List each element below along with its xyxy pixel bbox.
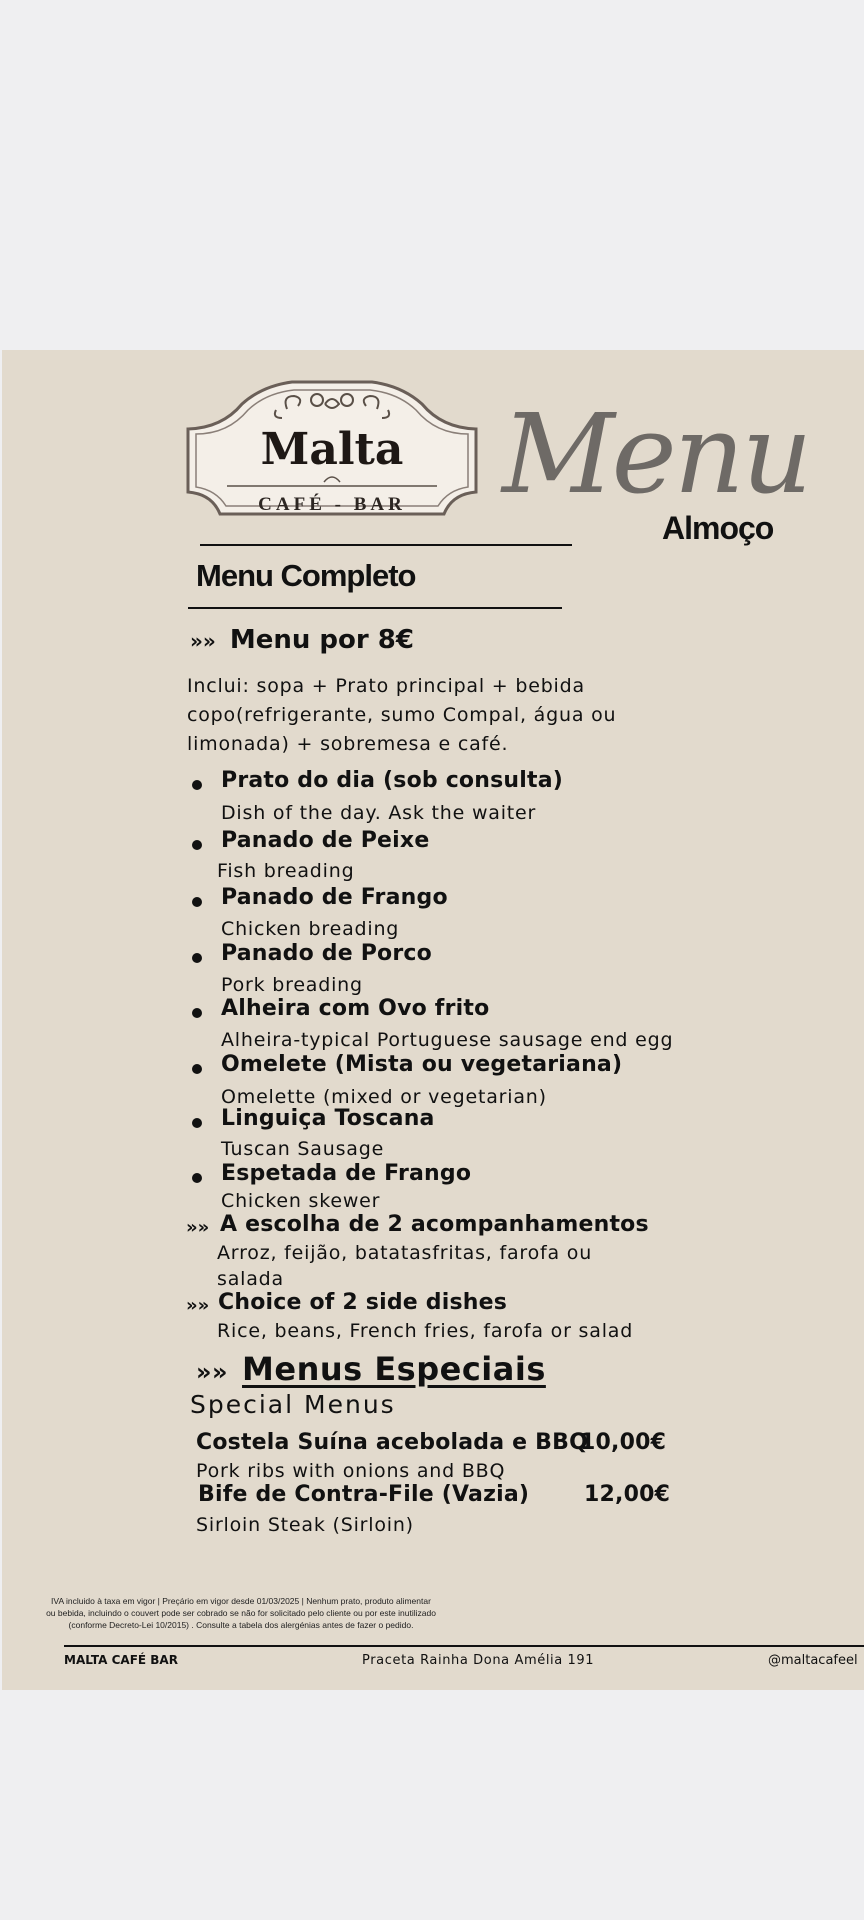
- dish-description: Chicken skewer: [221, 1190, 381, 1212]
- special-menus-subtitle: Special Menus: [190, 1390, 396, 1419]
- dish-description: Pork breading: [221, 974, 363, 996]
- bullet-icon: [192, 1064, 202, 1074]
- menu-card: [2, 350, 864, 1690]
- dish-name: Prato do dia (sob consulta): [221, 768, 564, 793]
- dish-name: Linguiça Toscana: [221, 1106, 435, 1131]
- legal-note-line: IVA incluido à taxa em vigor | Preçário em vigor desde 01/03/2025 | Nenhum prato, produto alimentar: [51, 1596, 431, 1606]
- sides-title: Choice of 2 side dishes: [218, 1290, 508, 1315]
- logo-subtitle: CAFÉ - BAR: [258, 494, 406, 515]
- chevron-marker: »»: [190, 629, 216, 653]
- divider-top: [200, 544, 572, 546]
- sides-description: Arroz, feijão, batatasfritas, farofa ou: [217, 1242, 593, 1264]
- bullet-icon: [192, 840, 202, 850]
- special-item-name: Costela Suína acebolada e BBQ: [196, 1430, 588, 1455]
- malta-logo: [182, 364, 482, 514]
- footer-social-handle: @maltacafeel: [768, 1653, 858, 1668]
- dish-name: Panado de Peixe: [221, 828, 430, 853]
- legal-note: [16, 1595, 466, 1631]
- dish-name: Espetada de Frango: [221, 1161, 472, 1186]
- legal-note-line: (conforme Decreto-Lei 10/2015) . Consulte a tabela dos alergénias antes de fazer o pedido.: [68, 1620, 414, 1630]
- special-item-price: 12,00€: [584, 1482, 671, 1507]
- sides-description: Rice, beans, French fries, farofa or salad: [217, 1320, 634, 1342]
- logo-name: Malta: [260, 424, 404, 475]
- dish-name: Alheira com Ovo frito: [221, 996, 490, 1021]
- bullet-icon: [192, 897, 202, 907]
- dish-description: Alheira-typical Portuguese sausage end egg: [221, 1029, 674, 1051]
- dish-description: Chicken breading: [221, 918, 400, 940]
- section-title-almoco: Almoço: [662, 510, 774, 546]
- menu-price-line: [190, 625, 414, 655]
- sides-description: salada: [217, 1268, 284, 1290]
- dish-name: Panado de Porco: [221, 941, 432, 966]
- bullet-icon: [192, 1173, 202, 1183]
- chevron-marker: »»: [186, 1295, 210, 1316]
- special-item-name: Bife de Contra-File (Vazia): [198, 1482, 530, 1507]
- dish-description: Dish of the day. Ask the waiter: [221, 802, 537, 824]
- menu-includes: Inclui: sopa + Prato principal + bebida copo(refrigerante, sumo Compal, água ou limonada) + sobremesa e café.: [187, 675, 617, 755]
- footer-brand: MALTA CAFÉ BAR: [64, 1653, 178, 1667]
- dish-description: Fish breading: [217, 860, 355, 882]
- chevron-marker: »»: [186, 1217, 210, 1238]
- legal-note-line: ou bebida, incluindo o couvert pode ser cobrado se não for solicitado pelo cliente ou por este inutilizado: [46, 1608, 436, 1618]
- menu-completo-heading: Menu Completo: [196, 558, 416, 593]
- bullet-icon: [192, 780, 202, 790]
- dish-description: Omelette (mixed or vegetarian): [221, 1086, 547, 1108]
- special-menus-heading: [196, 1350, 546, 1388]
- special-item-description: Sirloin Steak (Sirloin): [196, 1514, 414, 1536]
- bullet-icon: [192, 953, 202, 963]
- menu-price-text: Menu por 8€: [229, 625, 414, 655]
- dish-name: Omelete (Mista ou vegetariana): [221, 1052, 623, 1077]
- menu-script-title: Menu: [502, 390, 810, 518]
- dish-description: Tuscan Sausage: [221, 1138, 385, 1160]
- special-item-price: 10,00€: [580, 1430, 667, 1455]
- chevron-marker: »»: [196, 1358, 229, 1386]
- bullet-icon: [192, 1118, 202, 1128]
- special-item-description: Pork ribs with onions and BBQ: [196, 1460, 506, 1482]
- sides-title: A escolha de 2 acompanhamentos: [220, 1212, 649, 1237]
- dish-name: Panado de Frango: [221, 885, 448, 910]
- bullet-icon: [192, 1008, 202, 1018]
- special-menus-title: Menus Especiais: [242, 1350, 546, 1388]
- footer-divider: [64, 1645, 864, 1647]
- footer-address: Praceta Rainha Dona Amélia 191: [362, 1653, 595, 1668]
- divider-completo: [188, 607, 562, 609]
